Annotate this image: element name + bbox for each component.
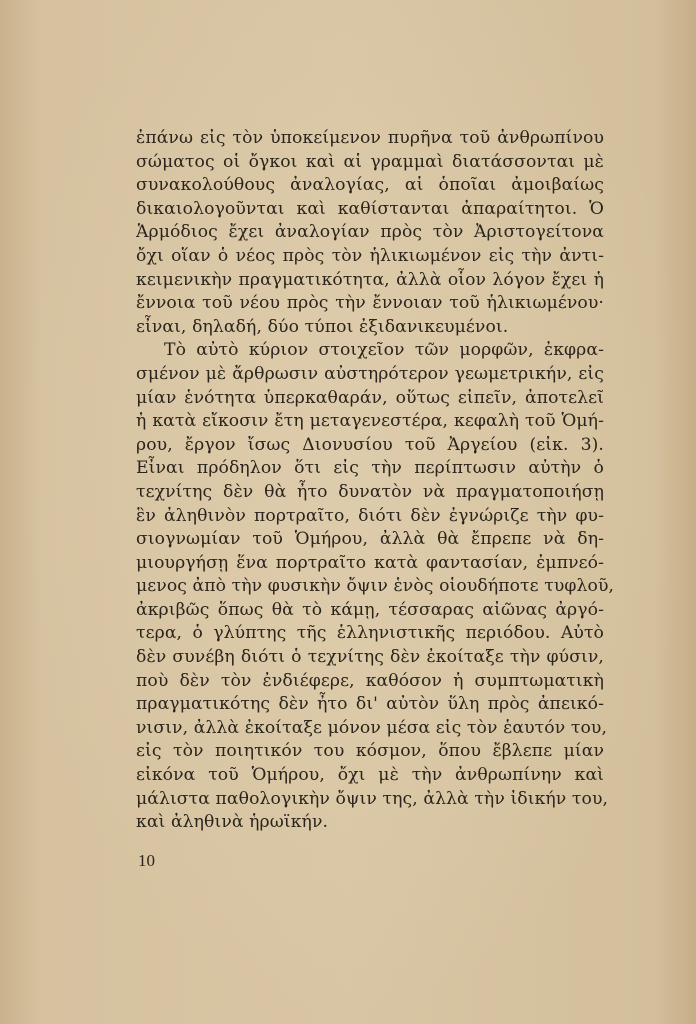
page-number: 10 bbox=[138, 851, 155, 870]
text-line: δικαιολογοῦνται καὶ καθίστανται ἀπαραίτητοι. Ὁ bbox=[136, 198, 604, 219]
text-line: Εἶναι πρόδηλον ὅτι εἰς τὴν περίπτωσιν αὐτὴν ὁ bbox=[136, 458, 604, 479]
text-line: εἰς τὸν ποιητικόν του κόσμον, ὅπου ἔβλεπε μίαν bbox=[136, 741, 604, 762]
text-line: δὲν συνέβη διότι ὁ τεχνίτης δὲν ἐκοίταξε τὴν φύσιν, bbox=[136, 647, 604, 668]
text-line: μενος ἀπὸ τὴν φυσικὴν ὄψιν ἑνὸς οἱουδήποτε τυφλοῦ, bbox=[136, 576, 615, 597]
text-line: σώματος οἱ ὄγκοι καὶ αἱ γραμμαὶ διατάσσονται μὲ bbox=[136, 151, 604, 172]
text-line: εἰκόνα τοῦ Ὁμήρου, ὄχι μὲ τὴν ἀνθρωπίνην καὶ bbox=[136, 765, 604, 786]
text-line: Τὸ αὐτὸ κύριον στοιχεῖον τῶν μορφῶν, ἐκφρα- bbox=[164, 340, 604, 361]
text-line: ἓν ἀληθινὸν πορτραῖτο, διότι δὲν ἐγνώριζε τὴν φυ- bbox=[136, 505, 604, 526]
text-line: τερα, ὁ γλύπτης τῆς ἑλληνιστικῆς περιόδου. Αὐτὸ bbox=[136, 623, 604, 644]
text-line: ρου, ἔργον ἴσως Διονυσίου τοῦ Ἀργείου (εἰκ. 3). bbox=[136, 434, 604, 455]
text-line: Ἁρμόδιος ἔχει ἀναλογίαν πρὸς τὸν Ἀριστογείτονα bbox=[136, 222, 604, 243]
text-line: ἀκριβῶς ὅπως θὰ τὸ κάμῃ, τέσσαρας αἰῶνας ἀργό- bbox=[136, 599, 604, 620]
text-line: ποὺ δὲν τὸν ἐνδιέφερε, καθόσον ἡ συμπτωματικὴ bbox=[136, 670, 604, 691]
text-line: ἐπάνω εἰς τὸν ὑποκείμενον πυρῆνα τοῦ ἀνθρωπίνου bbox=[136, 128, 604, 148]
text-line: μιουργήσῃ ἕνα πορτραῖτο κατὰ φαντασίαν, ἐμπνεό- bbox=[136, 552, 604, 573]
text-line: νισιν, ἀλλὰ ἐκοίταξε μόνον μέσα εἰς τὸν ἑαυτόν του, bbox=[136, 717, 608, 738]
text-line: συνακολούθους ἀναλογίας, αἱ ὁποῖαι ἀμοιβαίως bbox=[136, 175, 604, 196]
text-line: εἶναι, δηλαδή, δύο τύποι ἐξιδανικευμένοι. bbox=[136, 316, 509, 337]
text-line: μίαν ἑνότητα ὑπερκαθαράν, οὕτως εἰπεῖν, ἀποτελεῖ bbox=[136, 387, 604, 408]
text-line: κειμενικὴν πραγματικότητα, ἀλλὰ οἷον λόγον ἔχει ἡ bbox=[136, 269, 604, 290]
text-line: ὄχι οἵαν ὁ νέος πρὸς τὸν ἡλικιωμένον εἰς τὴν ἀντι- bbox=[136, 245, 604, 266]
text-line: μάλιστα παθολογικὴν ὄψιν της, ἀλλὰ τὴν ἰδικήν του, bbox=[136, 788, 609, 809]
text-line: τεχνίτης δὲν θὰ ἦτο δυνατὸν νὰ πραγματοποιήσῃ bbox=[136, 481, 604, 502]
text-line: καὶ ἀληθινὰ ἡρωϊκήν. bbox=[136, 812, 329, 833]
text-line: πραγματικότης δὲν ἦτο δι' αὐτὸν ὕλη πρὸς ἀπεικό- bbox=[136, 694, 604, 715]
text-line: σμένον μὲ ἄρθρωσιν αὐστηρότερον γεωμετρικήν, εἰς bbox=[136, 363, 604, 384]
text-line: ἔννοια τοῦ νέου πρὸς τὴν ἔννοιαν τοῦ ἡλικιωμένου· bbox=[136, 293, 604, 314]
text-line: ἡ κατὰ εἴκοσιν ἔτη μεταγενεστέρα, κεφαλὴ τοῦ Ὁμή- bbox=[136, 411, 604, 432]
body-text bbox=[136, 127, 615, 835]
text-line: σιογνωμίαν τοῦ Ὁμήρου, ἀλλὰ θὰ ἔπρεπε νὰ δη- bbox=[136, 529, 604, 550]
